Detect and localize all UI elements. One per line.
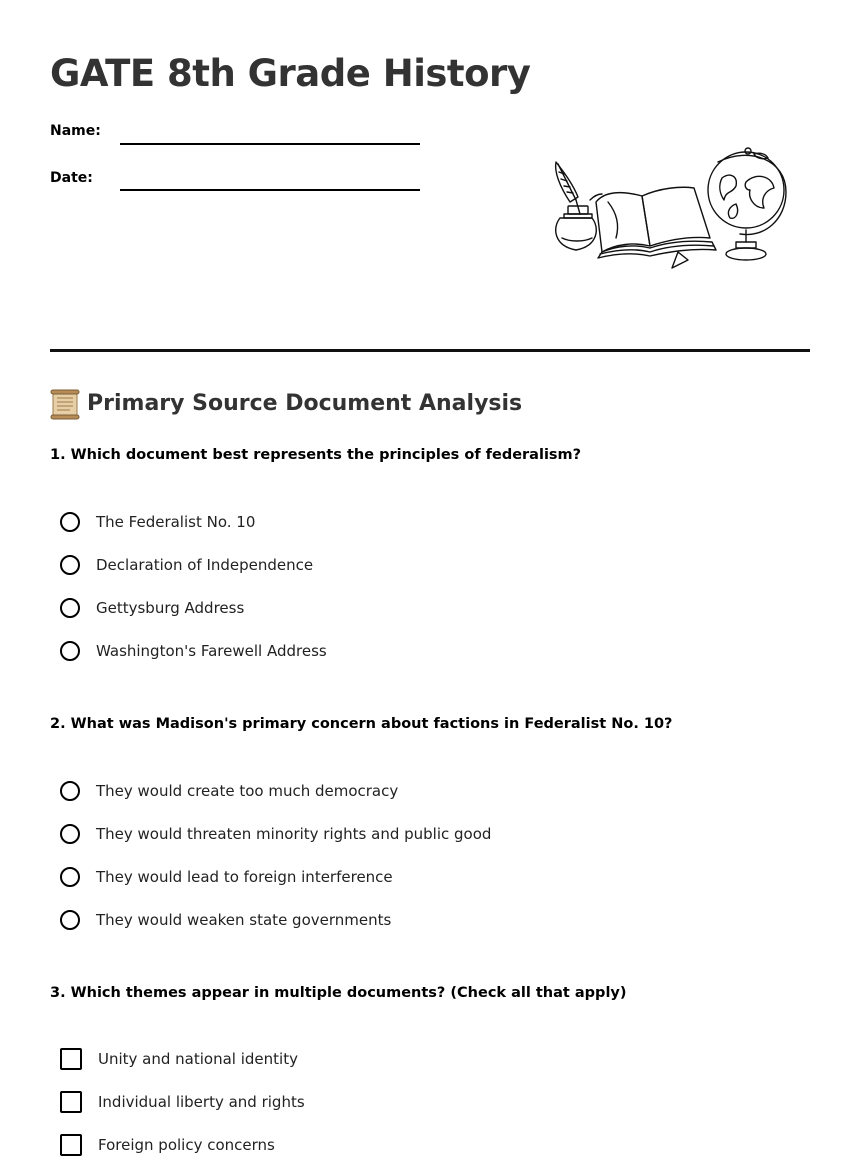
checkbox[interactable] [60,1048,82,1070]
radio-button[interactable] [60,867,80,887]
radio-button[interactable] [60,781,80,801]
worksheet-page [50,0,810,1161]
question-3: 3. Which themes appear in multiple documents? (Check all that apply) [50,985,627,1001]
radio-button[interactable] [60,824,80,844]
globe-icon [708,148,786,260]
option-label: They would create too much democracy [96,782,399,800]
question-2-option-3[interactable] [60,864,393,890]
option-label: The Federalist No. 10 [96,513,256,531]
section-heading [50,388,522,420]
date-field[interactable] [120,189,420,191]
option-label: Unity and national identity [98,1050,298,1068]
question-3-option-1[interactable] [60,1046,298,1072]
radio-button[interactable] [60,555,80,575]
option-label: Individual liberty and rights [98,1093,305,1111]
page-title: GATE 8th Grade History [50,52,531,95]
checkbox[interactable] [60,1091,82,1113]
name-field[interactable] [120,143,420,145]
radio-button[interactable] [60,910,80,930]
section-divider [50,349,810,352]
question-2-option-4[interactable] [60,907,391,933]
question-1-option-1[interactable] [60,509,255,535]
option-label: Gettysburg Address [96,599,245,617]
radio-button[interactable] [60,641,80,661]
radio-button[interactable] [60,512,80,532]
question-3-option-2[interactable] [60,1089,305,1115]
section-title: Primary Source Document Analysis [87,391,523,416]
history-study-illustration [550,142,790,274]
radio-button[interactable] [60,598,80,618]
question-2-option-2[interactable] [60,821,491,847]
question-1: 1. Which document best represents the principles of federalism? [50,447,582,463]
question-1-option-3[interactable] [60,595,244,621]
checkbox[interactable] [60,1134,82,1156]
question-1-option-4[interactable] [60,638,327,664]
question-3-option-3[interactable] [60,1132,275,1158]
inkwell-icon [556,206,597,250]
question-2-option-1[interactable] [60,778,398,804]
open-book-icon [590,187,716,268]
option-label: They would lead to foreign interference [96,868,393,886]
option-label: Declaration of Independence [96,556,314,574]
scroll-icon [50,388,80,420]
question-1-option-2[interactable] [60,552,313,578]
date-label: Date: [50,170,93,186]
name-label: Name: [50,123,101,139]
option-label: Washington's Farewell Address [96,642,327,660]
option-label: They would threaten minority rights and public good [96,825,492,843]
question-2: 2. What was Madison's primary concern about factions in Federalist No. 10? [50,716,673,732]
option-label: They would weaken state governments [96,911,392,929]
option-label: Foreign policy concerns [98,1136,275,1154]
